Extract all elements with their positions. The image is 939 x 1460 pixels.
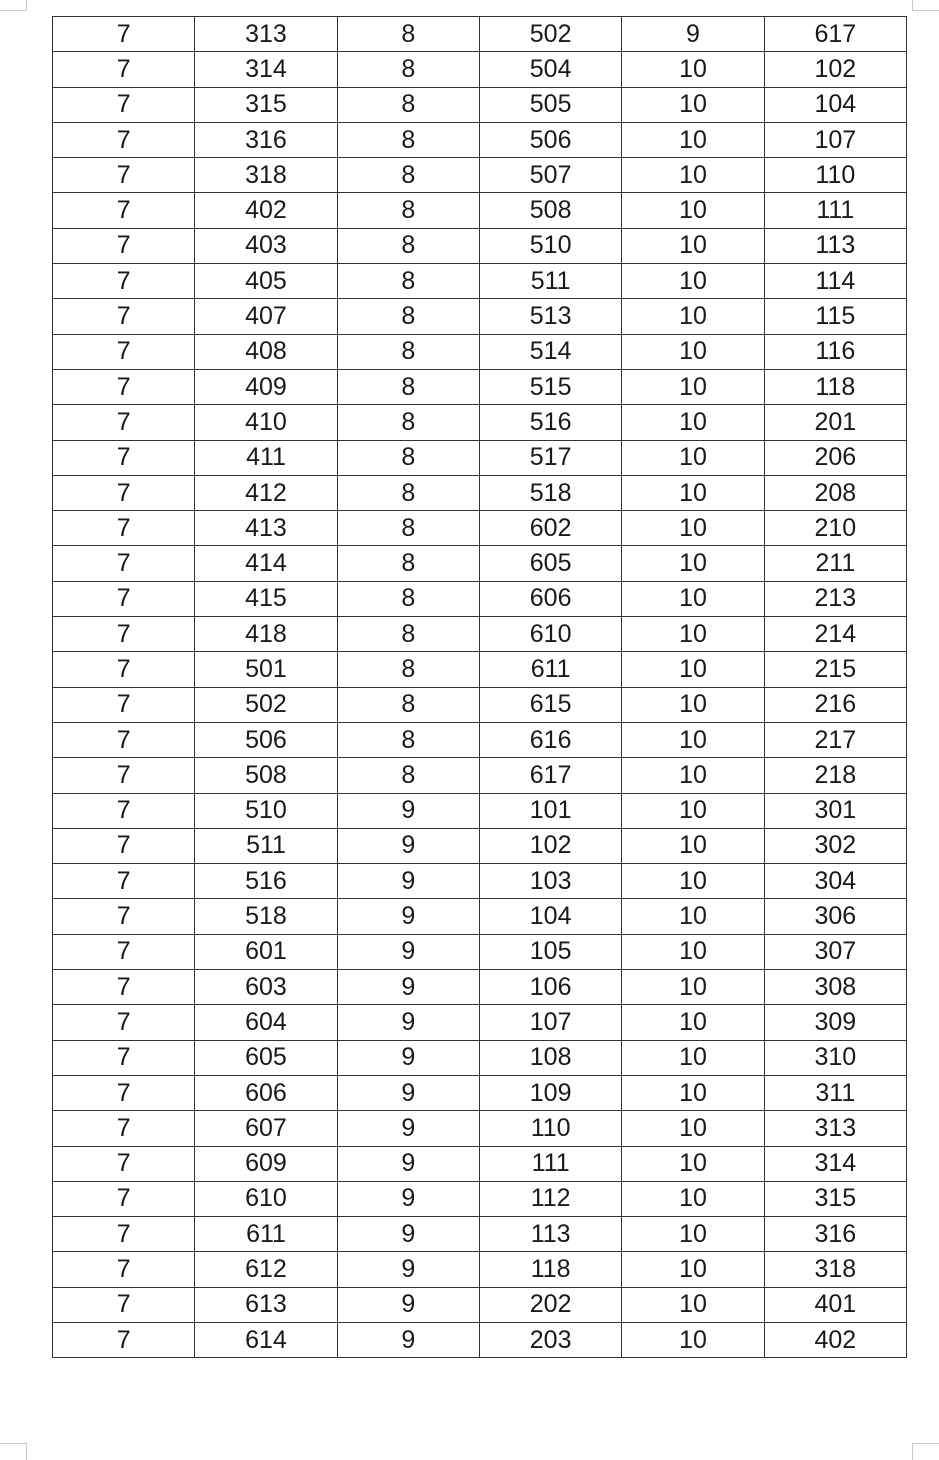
table-row bbox=[53, 793, 907, 828]
table-cell: 10 bbox=[622, 475, 764, 510]
table-cell: 10 bbox=[622, 158, 764, 193]
table-cell: 10 bbox=[622, 87, 764, 122]
table-cell: 10 bbox=[622, 1040, 764, 1075]
table-cell: 308 bbox=[764, 970, 906, 1005]
table-cell: 10 bbox=[622, 722, 764, 757]
table-cell: 7 bbox=[53, 87, 195, 122]
table-cell: 516 bbox=[195, 864, 337, 899]
table-row bbox=[53, 17, 907, 52]
table-cell: 315 bbox=[764, 1181, 906, 1216]
table-cell: 10 bbox=[622, 1252, 764, 1287]
table-cell: 9 bbox=[337, 793, 479, 828]
table-cell: 507 bbox=[479, 158, 621, 193]
table-row bbox=[53, 546, 907, 581]
table-cell: 7 bbox=[53, 264, 195, 299]
table-cell: 10 bbox=[622, 793, 764, 828]
table-cell: 215 bbox=[764, 652, 906, 687]
table-cell: 108 bbox=[479, 1040, 621, 1075]
table-row bbox=[53, 122, 907, 157]
table-cell: 8 bbox=[337, 511, 479, 546]
table-cell: 112 bbox=[479, 1181, 621, 1216]
table-cell: 118 bbox=[764, 369, 906, 404]
table-cell: 105 bbox=[479, 934, 621, 969]
table-cell: 10 bbox=[622, 581, 764, 616]
table-cell: 301 bbox=[764, 793, 906, 828]
table-cell: 10 bbox=[622, 1075, 764, 1110]
table-cell: 8 bbox=[337, 475, 479, 510]
table-cell: 405 bbox=[195, 264, 337, 299]
table-cell: 7 bbox=[53, 1287, 195, 1322]
table-row bbox=[53, 334, 907, 369]
table-cell: 7 bbox=[53, 934, 195, 969]
table-cell: 101 bbox=[479, 793, 621, 828]
table-cell: 8 bbox=[337, 652, 479, 687]
table-cell: 610 bbox=[479, 617, 621, 652]
table-cell: 203 bbox=[479, 1322, 621, 1357]
table-cell: 313 bbox=[764, 1111, 906, 1146]
table-row bbox=[53, 1075, 907, 1110]
table-row bbox=[53, 264, 907, 299]
table-cell: 8 bbox=[337, 87, 479, 122]
table-cell: 10 bbox=[622, 687, 764, 722]
table-cell: 10 bbox=[622, 440, 764, 475]
table-cell: 9 bbox=[337, 828, 479, 863]
table-cell: 7 bbox=[53, 511, 195, 546]
table-row bbox=[53, 1040, 907, 1075]
table-row bbox=[53, 228, 907, 263]
table-cell: 8 bbox=[337, 299, 479, 334]
table-cell: 113 bbox=[479, 1217, 621, 1252]
table-row bbox=[53, 1181, 907, 1216]
table-cell: 106 bbox=[479, 970, 621, 1005]
data-table bbox=[52, 16, 907, 1358]
table-cell: 214 bbox=[764, 617, 906, 652]
table-cell: 617 bbox=[764, 17, 906, 52]
table-cell: 306 bbox=[764, 899, 906, 934]
table-row bbox=[53, 828, 907, 863]
table-cell: 8 bbox=[337, 617, 479, 652]
table-cell: 9 bbox=[337, 899, 479, 934]
table-row bbox=[53, 52, 907, 87]
table-cell: 412 bbox=[195, 475, 337, 510]
table-row bbox=[53, 617, 907, 652]
table-cell: 606 bbox=[195, 1075, 337, 1110]
table-cell: 7 bbox=[53, 17, 195, 52]
table-row bbox=[53, 440, 907, 475]
table-cell: 508 bbox=[479, 193, 621, 228]
table-cell: 7 bbox=[53, 1252, 195, 1287]
table-cell: 402 bbox=[195, 193, 337, 228]
table-cell: 510 bbox=[195, 793, 337, 828]
table-cell: 616 bbox=[479, 722, 621, 757]
table-row bbox=[53, 970, 907, 1005]
table-row bbox=[53, 1146, 907, 1181]
table-cell: 7 bbox=[53, 193, 195, 228]
table-cell: 415 bbox=[195, 581, 337, 616]
table-cell: 7 bbox=[53, 440, 195, 475]
table-cell: 309 bbox=[764, 1005, 906, 1040]
table-cell: 110 bbox=[479, 1111, 621, 1146]
table-row bbox=[53, 758, 907, 793]
table-cell: 506 bbox=[195, 722, 337, 757]
table-cell: 9 bbox=[337, 1322, 479, 1357]
table-cell: 617 bbox=[479, 758, 621, 793]
table-cell: 9 bbox=[337, 1287, 479, 1322]
table-cell: 517 bbox=[479, 440, 621, 475]
table-cell: 612 bbox=[195, 1252, 337, 1287]
table-cell: 7 bbox=[53, 228, 195, 263]
table-cell: 611 bbox=[479, 652, 621, 687]
table-cell: 9 bbox=[337, 970, 479, 1005]
table-cell: 315 bbox=[195, 87, 337, 122]
table-cell: 318 bbox=[195, 158, 337, 193]
table-cell: 7 bbox=[53, 1111, 195, 1146]
table-cell: 7 bbox=[53, 1181, 195, 1216]
table-cell: 7 bbox=[53, 722, 195, 757]
table-cell: 213 bbox=[764, 581, 906, 616]
table-cell: 9 bbox=[337, 934, 479, 969]
table-body bbox=[53, 17, 907, 1358]
table-cell: 8 bbox=[337, 722, 479, 757]
table-cell: 10 bbox=[622, 1322, 764, 1357]
table-cell: 10 bbox=[622, 1287, 764, 1322]
table-cell: 7 bbox=[53, 1005, 195, 1040]
table-cell: 501 bbox=[195, 652, 337, 687]
table-cell: 9 bbox=[337, 1181, 479, 1216]
table-cell: 10 bbox=[622, 1005, 764, 1040]
table-cell: 8 bbox=[337, 122, 479, 157]
table-cell: 10 bbox=[622, 1217, 764, 1252]
table-cell: 8 bbox=[337, 52, 479, 87]
table-cell: 511 bbox=[479, 264, 621, 299]
table-cell: 116 bbox=[764, 334, 906, 369]
table-cell: 7 bbox=[53, 581, 195, 616]
table-row bbox=[53, 405, 907, 440]
page-corner-top-right bbox=[912, 0, 939, 11]
table-cell: 515 bbox=[479, 369, 621, 404]
table-cell: 8 bbox=[337, 758, 479, 793]
table-row bbox=[53, 193, 907, 228]
table-cell: 10 bbox=[622, 546, 764, 581]
table-cell: 401 bbox=[764, 1287, 906, 1322]
table-cell: 7 bbox=[53, 405, 195, 440]
table-cell: 10 bbox=[622, 934, 764, 969]
table-cell: 10 bbox=[622, 369, 764, 404]
table-row bbox=[53, 722, 907, 757]
table-cell: 118 bbox=[479, 1252, 621, 1287]
table-cell: 518 bbox=[195, 899, 337, 934]
table-cell: 7 bbox=[53, 122, 195, 157]
table-cell: 510 bbox=[479, 228, 621, 263]
table-cell: 111 bbox=[764, 193, 906, 228]
table-cell: 614 bbox=[195, 1322, 337, 1357]
table-cell: 516 bbox=[479, 405, 621, 440]
table-row bbox=[53, 652, 907, 687]
table-cell: 107 bbox=[479, 1005, 621, 1040]
table-cell: 316 bbox=[195, 122, 337, 157]
table-cell: 8 bbox=[337, 193, 479, 228]
table-cell: 7 bbox=[53, 475, 195, 510]
table-cell: 7 bbox=[53, 546, 195, 581]
table-cell: 111 bbox=[479, 1146, 621, 1181]
table-cell: 7 bbox=[53, 299, 195, 334]
table-cell: 218 bbox=[764, 758, 906, 793]
table-cell: 7 bbox=[53, 828, 195, 863]
table-cell: 307 bbox=[764, 934, 906, 969]
table-cell: 611 bbox=[195, 1217, 337, 1252]
table-cell: 10 bbox=[622, 864, 764, 899]
table-cell: 9 bbox=[337, 1040, 479, 1075]
table-cell: 610 bbox=[195, 1181, 337, 1216]
table-cell: 514 bbox=[479, 334, 621, 369]
table-cell: 10 bbox=[622, 899, 764, 934]
table-row bbox=[53, 1252, 907, 1287]
table-row bbox=[53, 1322, 907, 1357]
page-corner-bottom-right bbox=[912, 1443, 939, 1460]
table-cell: 8 bbox=[337, 228, 479, 263]
table-cell: 7 bbox=[53, 1217, 195, 1252]
table-cell: 8 bbox=[337, 334, 479, 369]
table-cell: 605 bbox=[479, 546, 621, 581]
table-cell: 518 bbox=[479, 475, 621, 510]
table-cell: 311 bbox=[764, 1075, 906, 1110]
table-row bbox=[53, 581, 907, 616]
table-cell: 414 bbox=[195, 546, 337, 581]
table-row bbox=[53, 687, 907, 722]
table-cell: 102 bbox=[479, 828, 621, 863]
table-cell: 10 bbox=[622, 299, 764, 334]
table-cell: 10 bbox=[622, 1146, 764, 1181]
table-cell: 609 bbox=[195, 1146, 337, 1181]
table-cell: 210 bbox=[764, 511, 906, 546]
table-cell: 7 bbox=[53, 1146, 195, 1181]
table-cell: 10 bbox=[622, 1111, 764, 1146]
table-cell: 505 bbox=[479, 87, 621, 122]
table-cell: 302 bbox=[764, 828, 906, 863]
table-cell: 211 bbox=[764, 546, 906, 581]
table-row bbox=[53, 87, 907, 122]
table-row bbox=[53, 1217, 907, 1252]
table-cell: 104 bbox=[764, 87, 906, 122]
table-cell: 10 bbox=[622, 758, 764, 793]
table-row bbox=[53, 299, 907, 334]
table-row bbox=[53, 1005, 907, 1040]
table-cell: 313 bbox=[195, 17, 337, 52]
table-cell: 10 bbox=[622, 228, 764, 263]
table-cell: 418 bbox=[195, 617, 337, 652]
table-cell: 413 bbox=[195, 511, 337, 546]
table-cell: 9 bbox=[337, 1075, 479, 1110]
table-cell: 10 bbox=[622, 1181, 764, 1216]
table-cell: 508 bbox=[195, 758, 337, 793]
table-row bbox=[53, 369, 907, 404]
table-cell: 310 bbox=[764, 1040, 906, 1075]
table-cell: 9 bbox=[337, 864, 479, 899]
table-cell: 208 bbox=[764, 475, 906, 510]
table-cell: 103 bbox=[479, 864, 621, 899]
table-cell: 607 bbox=[195, 1111, 337, 1146]
table-cell: 7 bbox=[53, 970, 195, 1005]
table-cell: 10 bbox=[622, 511, 764, 546]
table-cell: 217 bbox=[764, 722, 906, 757]
table-cell: 411 bbox=[195, 440, 337, 475]
table-cell: 601 bbox=[195, 934, 337, 969]
table-cell: 10 bbox=[622, 52, 764, 87]
table-cell: 115 bbox=[764, 299, 906, 334]
table-cell: 10 bbox=[622, 334, 764, 369]
table-cell: 10 bbox=[622, 652, 764, 687]
table-cell: 7 bbox=[53, 617, 195, 652]
table-cell: 8 bbox=[337, 405, 479, 440]
table-cell: 113 bbox=[764, 228, 906, 263]
table-cell: 602 bbox=[479, 511, 621, 546]
table-cell: 7 bbox=[53, 652, 195, 687]
table-cell: 8 bbox=[337, 581, 479, 616]
table-cell: 9 bbox=[337, 1217, 479, 1252]
table-cell: 7 bbox=[53, 864, 195, 899]
table-cell: 502 bbox=[479, 17, 621, 52]
table-cell: 8 bbox=[337, 264, 479, 299]
table-cell: 7 bbox=[53, 369, 195, 404]
table-cell: 8 bbox=[337, 546, 479, 581]
table-cell: 104 bbox=[479, 899, 621, 934]
table-cell: 10 bbox=[622, 617, 764, 652]
table-cell: 10 bbox=[622, 405, 764, 440]
table-cell: 407 bbox=[195, 299, 337, 334]
table-cell: 410 bbox=[195, 405, 337, 440]
table-cell: 107 bbox=[764, 122, 906, 157]
table-cell: 7 bbox=[53, 1075, 195, 1110]
table-cell: 314 bbox=[195, 52, 337, 87]
table-cell: 316 bbox=[764, 1217, 906, 1252]
table-cell: 102 bbox=[764, 52, 906, 87]
table-cell: 613 bbox=[195, 1287, 337, 1322]
table-cell: 9 bbox=[337, 1146, 479, 1181]
table-cell: 7 bbox=[53, 158, 195, 193]
table-cell: 403 bbox=[195, 228, 337, 263]
table-cell: 9 bbox=[622, 17, 764, 52]
table-cell: 409 bbox=[195, 369, 337, 404]
table-cell: 8 bbox=[337, 687, 479, 722]
table-cell: 10 bbox=[622, 193, 764, 228]
table-cell: 7 bbox=[53, 334, 195, 369]
table-cell: 9 bbox=[337, 1252, 479, 1287]
table-cell: 7 bbox=[53, 52, 195, 87]
table-cell: 506 bbox=[479, 122, 621, 157]
table-cell: 7 bbox=[53, 793, 195, 828]
table-cell: 202 bbox=[479, 1287, 621, 1322]
table-cell: 7 bbox=[53, 899, 195, 934]
table-cell: 10 bbox=[622, 122, 764, 157]
table-cell: 603 bbox=[195, 970, 337, 1005]
table-cell: 504 bbox=[479, 52, 621, 87]
table-cell: 511 bbox=[195, 828, 337, 863]
table-cell: 605 bbox=[195, 1040, 337, 1075]
table-cell: 7 bbox=[53, 1322, 195, 1357]
table-row bbox=[53, 158, 907, 193]
table-cell: 8 bbox=[337, 369, 479, 404]
table-row bbox=[53, 511, 907, 546]
table-cell: 7 bbox=[53, 758, 195, 793]
table-cell: 7 bbox=[53, 687, 195, 722]
table-cell: 10 bbox=[622, 828, 764, 863]
table-row bbox=[53, 1287, 907, 1322]
table-cell: 402 bbox=[764, 1322, 906, 1357]
table-cell: 604 bbox=[195, 1005, 337, 1040]
table-cell: 109 bbox=[479, 1075, 621, 1110]
table-cell: 8 bbox=[337, 158, 479, 193]
table-cell: 216 bbox=[764, 687, 906, 722]
table-cell: 110 bbox=[764, 158, 906, 193]
table-cell: 201 bbox=[764, 405, 906, 440]
table-cell: 8 bbox=[337, 17, 479, 52]
table-row bbox=[53, 475, 907, 510]
page-corner-top-left bbox=[0, 0, 27, 11]
table-row bbox=[53, 899, 907, 934]
table-cell: 7 bbox=[53, 1040, 195, 1075]
table-cell: 206 bbox=[764, 440, 906, 475]
table-cell: 10 bbox=[622, 970, 764, 1005]
table-cell: 408 bbox=[195, 334, 337, 369]
table-row bbox=[53, 934, 907, 969]
table-row bbox=[53, 1111, 907, 1146]
table-cell: 615 bbox=[479, 687, 621, 722]
table-cell: 114 bbox=[764, 264, 906, 299]
table-cell: 8 bbox=[337, 440, 479, 475]
table-cell: 606 bbox=[479, 581, 621, 616]
table-cell: 513 bbox=[479, 299, 621, 334]
table-cell: 502 bbox=[195, 687, 337, 722]
table-cell: 10 bbox=[622, 264, 764, 299]
table-cell: 304 bbox=[764, 864, 906, 899]
table-cell: 314 bbox=[764, 1146, 906, 1181]
table-cell: 318 bbox=[764, 1252, 906, 1287]
table-cell: 9 bbox=[337, 1111, 479, 1146]
table-row bbox=[53, 864, 907, 899]
page-corner-bottom-left bbox=[0, 1443, 27, 1460]
table-cell: 9 bbox=[337, 1005, 479, 1040]
